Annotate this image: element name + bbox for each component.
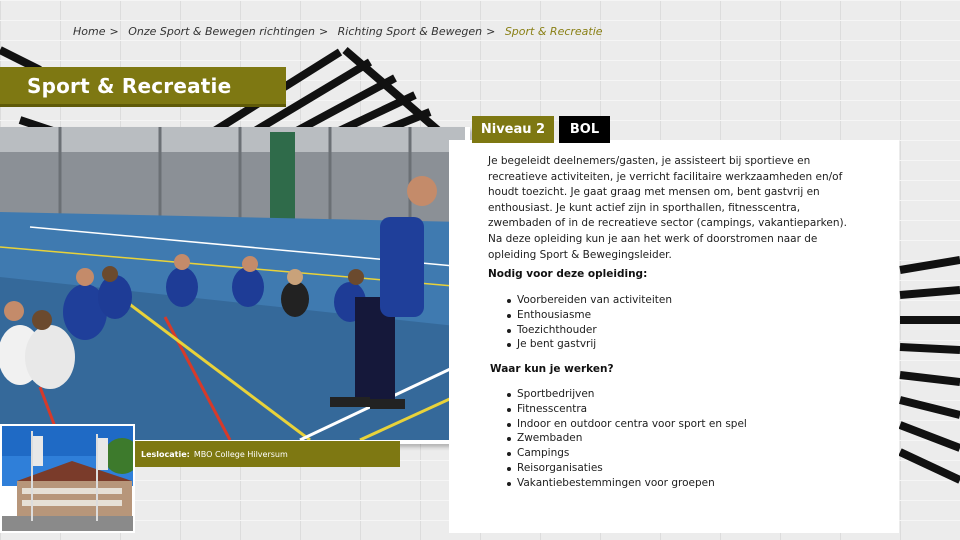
workplaces-list bbox=[505, 387, 747, 491]
location-bar bbox=[134, 441, 400, 467]
breadcrumb-home[interactable]: Home bbox=[73, 25, 106, 38]
workplaces-heading: Waar kun je werken? bbox=[490, 363, 614, 375]
list-item: Vakantiebestemmingen voor groepen bbox=[505, 476, 747, 491]
requirements-heading: Nodig voor deze opleiding: bbox=[488, 268, 648, 280]
list-item: Zwembaden bbox=[505, 431, 747, 446]
requirements-list bbox=[505, 293, 672, 352]
breadcrumb-richting-sport-bewegen[interactable]: Richting Sport & Bewegen bbox=[337, 25, 483, 38]
breadcrumb-sport-bewegen-richtingen[interactable]: Onze Sport & Bewegen richtingen bbox=[128, 25, 315, 38]
type-badge: BOL bbox=[559, 116, 610, 143]
list-item: Je bent gastvrij bbox=[505, 337, 672, 352]
list-item: Toezichthouder bbox=[505, 323, 672, 338]
breadcrumb-separator: > bbox=[109, 25, 119, 38]
list-item: Indoor en outdoor centra voor sport en spel bbox=[505, 417, 747, 432]
building-photo bbox=[0, 424, 135, 533]
description-text: Je begeleidt deelnemers/gasten, je assisteert bij sportieve en recreatieve activiteiten, je verricht facilitaire werkzaamheden en/of houdt toezicht. Je gaat graag met mensen om, bent gastvrij en enthousiast. Je kunt actief zijn in sporthallen, fitnesscentra, zwembaden of in de recreatieve sector (campings, vakantieparken). Na deze opleiding kun je aan het werk of doorstromen naar de opleiding Sport & Bewegingsleider. bbox=[488, 155, 847, 261]
list-item: Reisorganisaties bbox=[505, 461, 747, 476]
breadcrumb-separator: > bbox=[486, 25, 496, 38]
breadcrumb bbox=[73, 25, 603, 38]
list-item: Sportbedrijven bbox=[505, 387, 747, 402]
main-photo bbox=[0, 127, 470, 444]
decorative-stripes-right bbox=[896, 250, 960, 490]
title-banner bbox=[0, 67, 286, 107]
list-item: Enthousiasme bbox=[505, 308, 672, 323]
list-item: Voorbereiden van activiteiten bbox=[505, 293, 672, 308]
list-item: Campings bbox=[505, 446, 747, 461]
location-label: Leslocatie: bbox=[141, 449, 190, 459]
level-badge: Niveau 2 bbox=[472, 116, 554, 143]
page-title: Sport & Recreatie bbox=[27, 73, 232, 98]
breadcrumb-separator: > bbox=[318, 25, 329, 38]
location-value: MBO College Hilversum bbox=[193, 449, 288, 459]
breadcrumb-current: Sport & Recreatie bbox=[504, 25, 603, 38]
list-item: Fitnesscentra bbox=[505, 402, 747, 417]
